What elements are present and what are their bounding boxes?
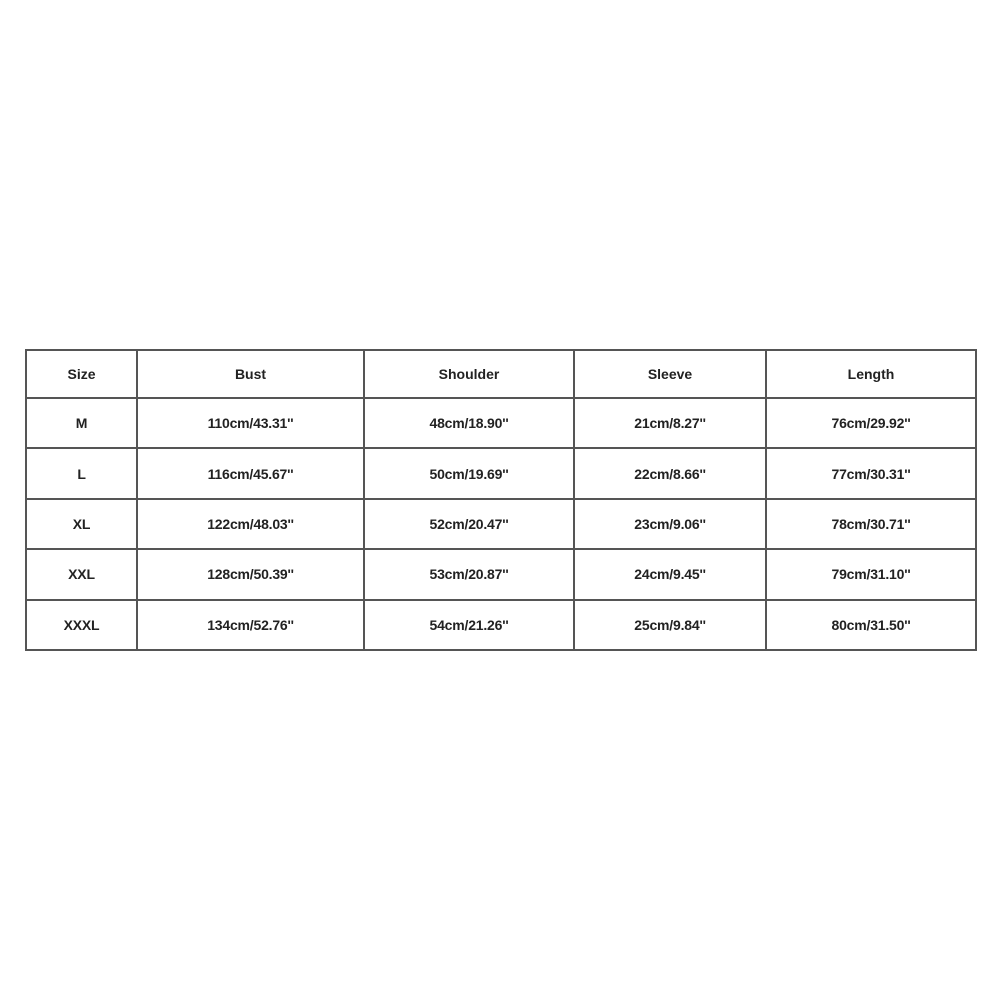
sleeve-cell: 25cm/9.84'' xyxy=(574,600,766,650)
length-cell: 78cm/30.71'' xyxy=(766,499,976,549)
table-row xyxy=(26,448,976,498)
table-row xyxy=(26,549,976,599)
shoulder-cell: 52cm/20.47'' xyxy=(364,499,574,549)
length-cell: 76cm/29.92'' xyxy=(766,398,976,448)
shoulder-cell: 50cm/19.69'' xyxy=(364,448,574,498)
bust-cell: 122cm/48.03'' xyxy=(137,499,364,549)
bust-cell: 128cm/50.39'' xyxy=(137,549,364,599)
header-sleeve: Sleeve xyxy=(574,350,766,398)
bust-cell: 116cm/45.67'' xyxy=(137,448,364,498)
size-chart-table xyxy=(25,349,977,651)
size-cell: L xyxy=(26,448,137,498)
sleeve-cell: 24cm/9.45'' xyxy=(574,549,766,599)
size-cell: XXL xyxy=(26,549,137,599)
bust-cell: 110cm/43.31'' xyxy=(137,398,364,448)
header-bust: Bust xyxy=(137,350,364,398)
header-shoulder: Shoulder xyxy=(364,350,574,398)
sleeve-cell: 22cm/8.66'' xyxy=(574,448,766,498)
header-row xyxy=(26,350,976,398)
shoulder-cell: 54cm/21.26'' xyxy=(364,600,574,650)
sleeve-cell: 21cm/8.27'' xyxy=(574,398,766,448)
table-row xyxy=(26,499,976,549)
size-cell: XXXL xyxy=(26,600,137,650)
sleeve-cell: 23cm/9.06'' xyxy=(574,499,766,549)
table-row xyxy=(26,398,976,448)
shoulder-cell: 53cm/20.87'' xyxy=(364,549,574,599)
size-cell: M xyxy=(26,398,137,448)
length-cell: 77cm/30.31'' xyxy=(766,448,976,498)
header-length: Length xyxy=(766,350,976,398)
length-cell: 79cm/31.10'' xyxy=(766,549,976,599)
length-cell: 80cm/31.50'' xyxy=(766,600,976,650)
bust-cell: 134cm/52.76'' xyxy=(137,600,364,650)
size-cell: XL xyxy=(26,499,137,549)
table-row xyxy=(26,600,976,650)
header-size: Size xyxy=(26,350,137,398)
shoulder-cell: 48cm/18.90'' xyxy=(364,398,574,448)
